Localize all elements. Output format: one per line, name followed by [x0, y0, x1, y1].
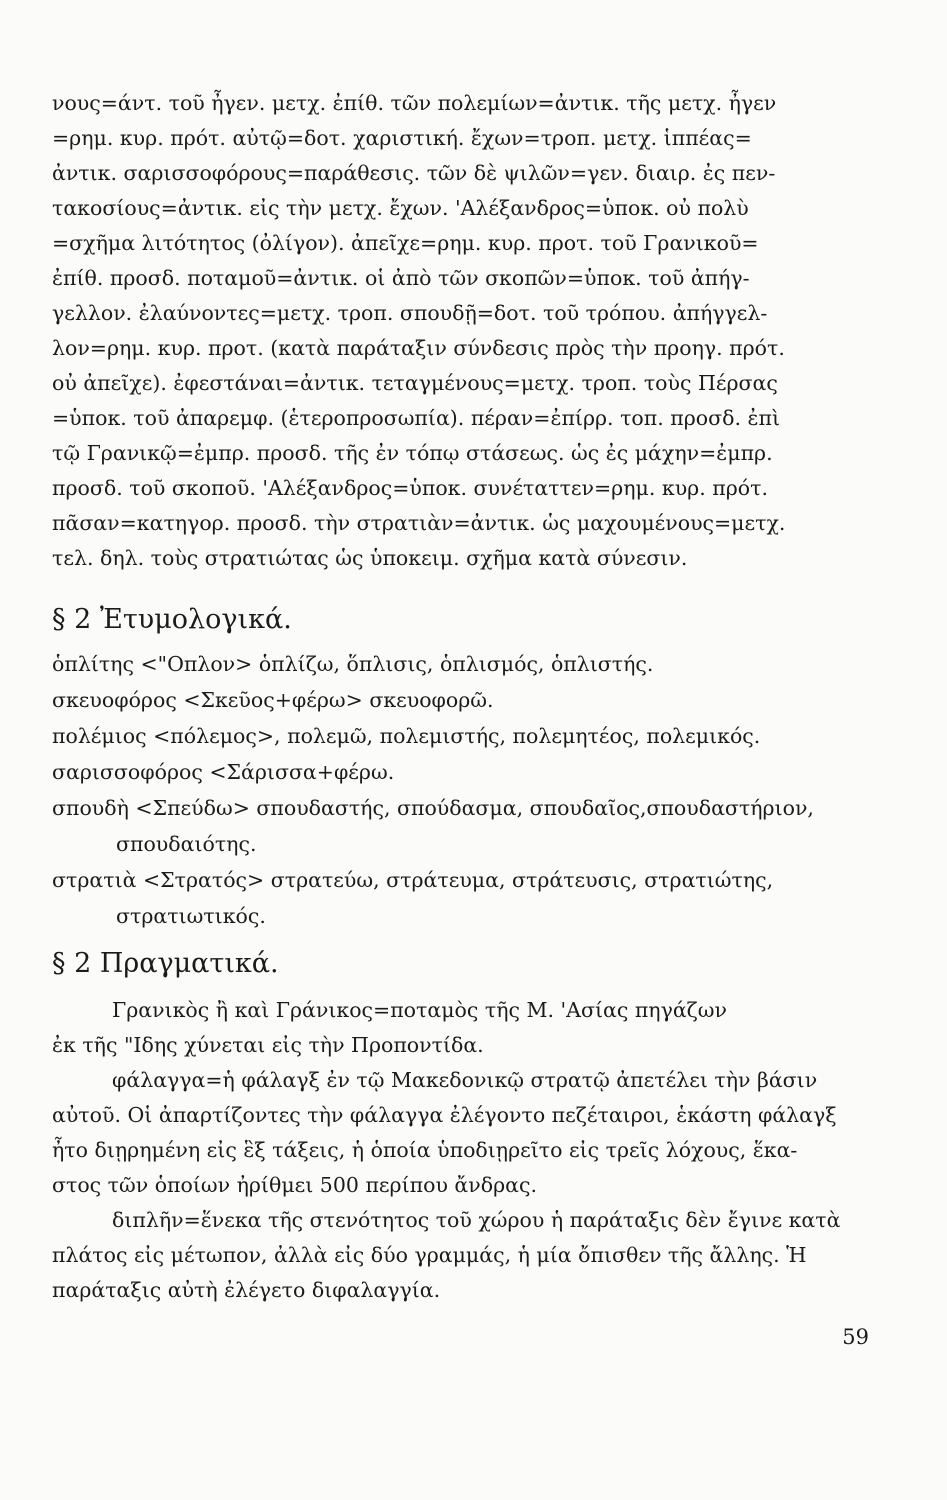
- section-heading-pragmatics: § 2 Πραγματικά.: [52, 948, 279, 979]
- pragmatics-text: [52, 993, 872, 1308]
- analysis-line: =ρημ. κυρ. πρότ. αὐτῷ=δοτ. χαριστική. ἔχων=τροπ. μετχ. ἱππέας=: [52, 126, 752, 150]
- etymology-line: στρατιωτικός.: [116, 904, 266, 928]
- pragmatics-line: αὐτοῦ. Οἱ ἀπαρτίζοντες τὴν φάλαγγα ἐλέγοντο πεζέταιροι, ἑκάστη φάλαγξ: [52, 1103, 837, 1127]
- analysis-line: οὐ ἀπεῖχε). ἐφεστάναι=ἀντικ. τεταγμένους=μετχ. τροπ. τοὺς Πέρσας: [52, 371, 778, 395]
- analysis-line: =ὑποκ. τοῦ ἀπαρεμφ. (ἑτεροπροσωπία). πέραν=ἐπίρρ. τοπ. προσδ. ἐπὶ: [52, 406, 781, 430]
- pragmatics-line: διπλῆν=ἕνεκα τῆς στενότητος τοῦ χώρου ἡ παράταξις δὲν ἔγινε κατὰ: [112, 1208, 841, 1232]
- grammar-analysis: [52, 86, 872, 576]
- etymology-line: πολέμιος <πόλεμος>, πολεμῶ, πολεμιστής, πολεμητέος, πολεμικός.: [52, 724, 761, 748]
- analysis-line: τακοσίους=ἀντικ. εἰς τὴν μετχ. ἔχων. 'Αλέξανδρος=ὑποκ. οὐ πολὺ: [52, 196, 749, 220]
- analysis-line: προσδ. τοῦ σκοποῦ. 'Αλέξανδρος=ὑποκ. συνέταττεν=ρημ. κυρ. πρότ.: [52, 476, 768, 500]
- analysis-line: λον=ρημ. κυρ. προτ. (κατὰ παράταξιν σύνδεσις πρὸς τὴν προηγ. πρότ.: [52, 336, 785, 360]
- analysis-line: πᾶσαν=κατηγορ. προσδ. τὴν στρατιὰν=ἀντικ. ὡς μαχουμένους=μετχ.: [52, 511, 786, 535]
- analysis-line: νους=άντ. τοῦ ἦγεν. μετχ. ἐπίθ. τῶν πολεμίων=ἀντικ. τῆς μετχ. ἦγεν: [52, 91, 777, 115]
- etymology-line: στρατιὰ <Στρατός> στρατεύω, στράτευμα, στράτευσις, στρατιώτης,: [52, 868, 774, 892]
- pragmatics-line: ἐκ τῆς "Ιδης χύνεται εἰς τὴν Προποντίδα.: [52, 1033, 484, 1057]
- pragmatics-line: παράταξις αὐτὴ ἐλέγετο διφαλαγγία.: [52, 1278, 441, 1302]
- analysis-line: ἀντικ. σαρισσοφόρους=παράθεσις. τῶν δὲ ψιλῶν=γεν. διαιρ. ἐς πεν-: [52, 161, 776, 185]
- etymology-line: σπουδαιότης.: [116, 832, 257, 856]
- etymology-line: σκευοφόρος <Σκεῦος+φέρω> σκευοφορῶ.: [52, 688, 494, 712]
- etymology-line: σπουδὴ <Σπεύδω> σπουδαστής, σπούδασμα, σπουδαῖος,σπουδαστήριον,: [52, 796, 814, 820]
- analysis-line: =σχῆμα λιτότητος (ὀλίγον). ἀπεῖχε=ρημ. κυρ. προτ. τοῦ Γρανικοῦ=: [52, 231, 759, 255]
- etymology-line: σαρισσοφόρος <Σάρισσα+φέρω.: [52, 760, 395, 784]
- pragmatics-line: στος τῶν ὁποίων ἠρίθμει 500 περίπου ἄνδρας.: [52, 1173, 537, 1197]
- section-heading-etymology: § 2 Ἐτυμολογικά.: [52, 604, 292, 635]
- etymology-line: ὁπλίτης <"Οπλον> ὁπλίζω, ὅπλισις, ὁπλισμός, ὁπλιστής.: [52, 652, 654, 676]
- analysis-line: ἐπίθ. προσδ. ποταμοῦ=ἀντικ. οἱ ἀπὸ τῶν σκοπῶν=ὑποκ. τοῦ ἀπήγ-: [52, 266, 750, 290]
- analysis-line: τελ. δηλ. τοὺς στρατιώτας ὡς ὑποκειμ. σχῆμα κατὰ σύνεσιν.: [52, 546, 688, 570]
- etymology-list: [52, 646, 872, 934]
- pragmatics-line: πλάτος εἰς μέτωπον, ἀλλὰ εἰς δύο γραμμάς, ἡ μία ὄπισθεν τῆς ἄλλης. Ἡ: [52, 1243, 807, 1267]
- pragmatics-line: ἦτο διῃρημένη εἰς ἓξ τάξεις, ἡ ὁποία ὑποδιῃρεῖτο εἰς τρεῖς λόχους, ἕκα-: [52, 1138, 798, 1162]
- analysis-line: γελλον. ἐλαύνοντες=μετχ. τροπ. σπουδῇ=δοτ. τοῦ τρόπου. ἀπήγγελ-: [52, 301, 768, 325]
- pragmatics-line: φάλαγγα=ἡ φάλαγξ ἐν τῷ Μακεδονικῷ στρατῷ ἀπετέλει τὴν βάσιν: [112, 1068, 818, 1092]
- analysis-line: τῷ Γρανικῷ=ἐμπρ. προσδ. τῆς ἐν τόπῳ στάσεως. ὡς ἐς μάχην=ἐμπρ.: [52, 441, 773, 465]
- page-number: 59: [842, 1325, 869, 1349]
- pragmatics-line: Γρανικὸς ἢ καὶ Γράνικος=ποταμὸς τῆς Μ. 'Ασίας πηγάζων: [112, 998, 727, 1022]
